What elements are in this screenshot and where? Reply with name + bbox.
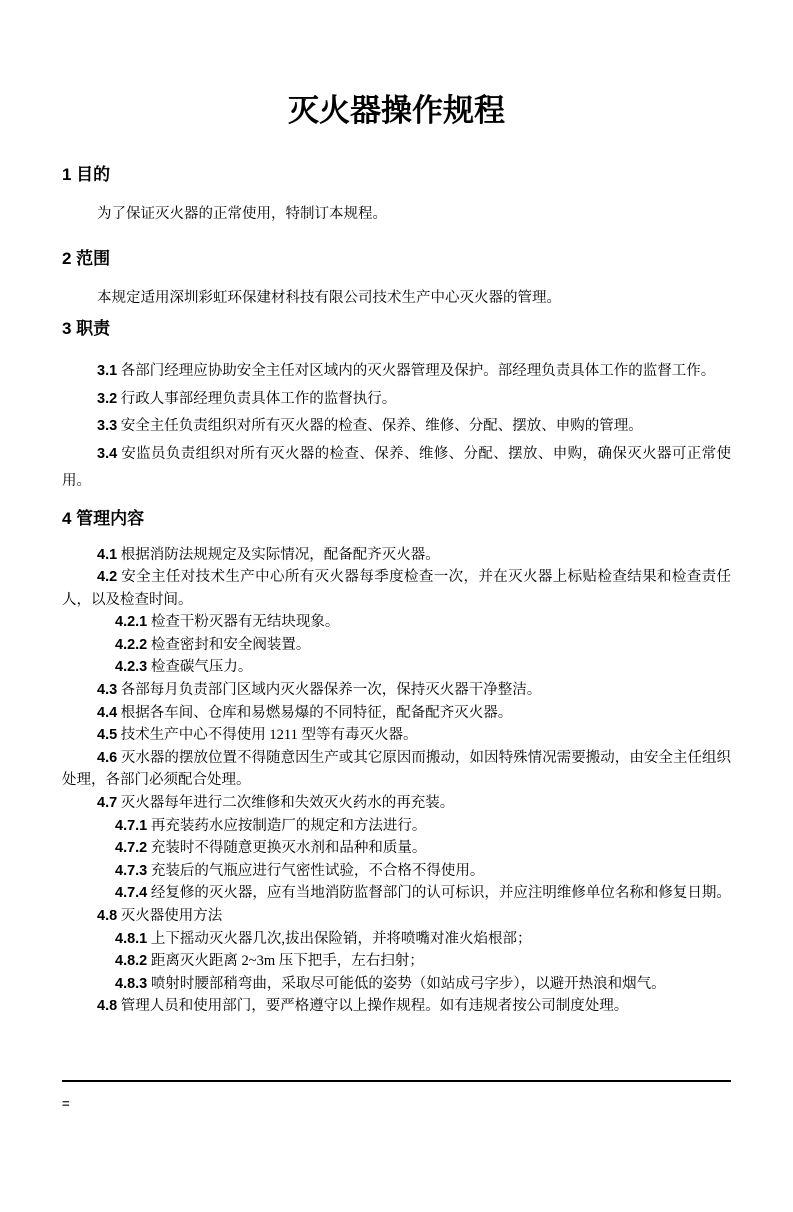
item-number: 4.2.2 [115,636,148,653]
paragraph [62,928,731,951]
paragraph [62,837,731,860]
item-text: 根据各车间、仓库和易燃易爆的不同特征，配备配齐灭火器。 [120,704,513,721]
section-heading: 2 范围 [62,249,111,268]
paragraph [62,882,731,905]
paragraph [62,284,731,312]
item-text: 检查碳气压力。 [150,659,253,676]
item-text: 经复修的灭火器，应有当地消防监督部门的认可标识，并应注明维修单位名称和修复日期。 [150,885,731,902]
item-number: 4.8.3 [115,975,148,992]
footer-rule [62,1080,731,1082]
document-body [62,162,731,1018]
item-text: 各部门经理应协助安全主任对区域内的灭火器管理及保护。部经理负责具体工作的监督工作。 [120,363,716,379]
section-heading: 1 目的 [62,165,111,184]
item-text: 灭火器每年进行二次维修和失效灭火药水的再充装。 [120,795,455,812]
item-number: 4.1 [97,546,118,563]
item-text: 检查干粉灭器有无结块现象。 [150,614,340,631]
item-text: 充装时不得随意更换灭水剂和品种和质量。 [150,840,427,857]
section-1 [62,162,731,228]
item-number: 4.8 [97,998,118,1015]
paragraph [62,679,731,702]
paragraph [62,747,731,792]
paragraph [62,386,731,414]
paragraph [62,566,731,611]
item-text: 灭水器的摆放位置不得随意因生产或其它原因而搬动，如因特殊情况需要搬动，由安全主任组织处理，各部门必须配合处理。 [62,749,731,789]
paragraph [62,441,731,496]
section-heading: 3 职责 [62,319,111,338]
item-number: 4.7.1 [115,817,148,834]
paragraph [62,950,731,973]
paragraph [62,815,731,838]
item-text: 行政人事部经理负责具体工作的监督执行。 [120,390,397,407]
section-heading: 4 管理内容 [62,508,145,528]
item-number: 4.7 [97,795,118,812]
section-4 [62,506,731,1018]
item-text: 技术生产中心不得使用 1211 型等有毒灭火器。 [120,727,418,744]
item-text: 喷射时腰部稍弯曲，采取尽可能低的姿势（如站成弓字步），以避开热浪和烟气。 [150,975,666,992]
item-number: 4.2 [97,569,118,586]
paragraph [62,634,731,657]
item-number: 4.7.2 [115,840,148,857]
item-number: 4.7.3 [115,862,148,879]
paragraph [62,860,731,883]
paragraph [62,973,731,996]
item-number: 3.4 [97,445,118,462]
section-2 [62,246,731,312]
item-number: 4.5 [97,727,118,744]
item-text: 根据消防法规规定及实际情况，配备配齐灭火器。 [120,546,440,563]
paragraph [62,200,731,228]
paragraph [62,611,731,634]
item-number: 3.2 [97,390,118,407]
paragraph [62,544,731,567]
paragraph [62,995,731,1018]
paragraph [62,413,731,441]
item-number: 4.6 [97,749,118,766]
item-number: 4.2.3 [115,659,148,676]
item-text: 充装后的气瓶应进行气密性试验，不合格不得使用。 [150,862,485,879]
item-text: 再充装药水应按制造厂的规定和方法进行。 [150,817,427,834]
item-number: 4.8.2 [115,953,148,970]
paragraph [62,792,731,815]
item-text: 本规定适用深圳彩虹环保建材科技有限公司技术生产中心灭火器的管理。 [97,290,561,306]
item-number: 3.1 [97,363,118,379]
document-page [0,90,793,1212]
footer-mark: = [62,1095,70,1111]
item-number: 4.4 [97,704,118,721]
item-number: 4.7.4 [115,885,148,902]
item-text: 各部每月负责部门区域内灭火器保养一次，保持灭火器干净整洁。 [120,682,542,699]
section-3 [62,316,731,496]
item-number: 4.8.1 [115,930,148,947]
item-text: 检查密封和安全阀装置。 [150,636,311,653]
item-text: 为了保证灭火器的正常使用，特制订本规程。 [97,206,387,222]
item-text: 距离灭火距离 2~3m 压下把手，左右扫射； [150,953,424,970]
item-text: 灭火器使用方法 [120,908,223,924]
paragraph [62,905,731,928]
item-text: 安全主任负责组织对所有灭火器的检查、保养、维修、分配、摆放、申购的管理。 [120,418,643,434]
item-number: 4.2.1 [115,614,148,631]
item-number: 4.8 [97,908,118,924]
item-number: 4.3 [97,682,118,699]
item-text: 安监员负责组织对所有灭火器的检查、保养、维修、分配、摆放、申购，确保灭火器可正常使用。 [62,445,732,489]
paragraph [62,702,731,725]
item-number: 3.3 [97,418,118,434]
document-title: 灭火器操作规程 [288,93,505,128]
item-text: 上下摇动灭火器几次,拔出保险销，并将喷嘴对准火焰根部； [150,930,532,947]
item-text: 安全主任对技术生产中心所有灭火器每季度检查一次，并在灭火器上标贴检查结果和检查责任人，以及检查时间。 [62,569,732,608]
item-text: 管理人员和使用部门，要严格遵守以上操作规程。如有违规者按公司制度处理。 [120,998,629,1015]
paragraph [62,358,731,386]
paragraph [62,724,731,747]
paragraph [62,656,731,679]
